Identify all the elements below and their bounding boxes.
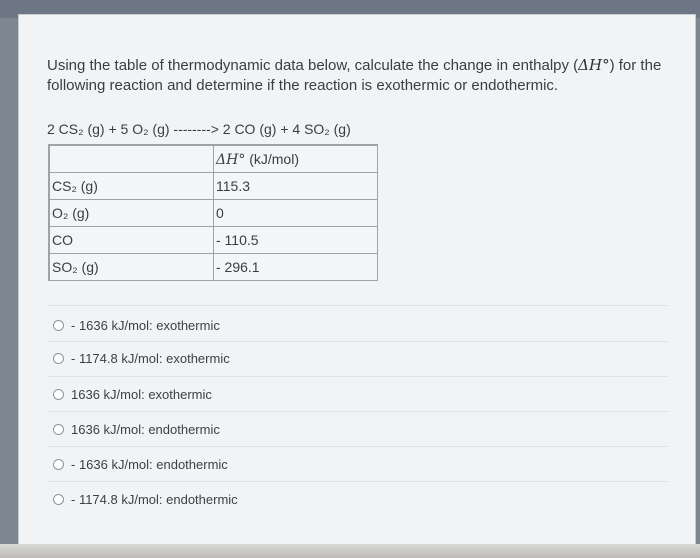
option-divider [48, 481, 668, 482]
table-row [50, 254, 378, 281]
option-label: 1636 kJ/mol: exothermic [71, 386, 212, 402]
table-cell-label: O₂ (g) [50, 200, 214, 227]
option-label: - 1174.8 kJ/mol: exothermic [71, 350, 230, 366]
table-header-unit: (kJ/mol) [249, 150, 299, 167]
radio-button[interactable] [53, 494, 64, 505]
question-text-after: ) for the following reaction and determine if the reaction is exothermic or endothermic. [47, 57, 662, 94]
radio-button[interactable] [53, 320, 64, 331]
option-label: 1636 kJ/mol: endothermic [71, 421, 220, 437]
table-row [50, 173, 378, 200]
question-text [47, 55, 667, 96]
option-4[interactable] [53, 419, 220, 439]
delta-h-symbol: ΔH° [578, 56, 610, 74]
table-cell-label: CO [50, 227, 214, 254]
table-cell-value: 0 [214, 200, 378, 227]
table-cell-label: CS₂ (g) [50, 173, 214, 200]
table-cell-label: SO₂ (g) [50, 254, 214, 281]
reaction-equation: 2 CS₂ (g) + 5 O₂ (g) --------> 2 CO (g) + 4 SO₂ (g) [47, 121, 351, 137]
thermo-data-table [49, 145, 378, 281]
table-header-symbol: ΔH° [216, 151, 246, 168]
radio-button[interactable] [53, 389, 64, 400]
option-label: - 1174.8 kJ/mol: endothermic [71, 491, 238, 507]
option-6[interactable] [53, 489, 238, 509]
table-cell-value: 115.3 [214, 173, 378, 200]
option-divider [48, 305, 668, 306]
option-divider [48, 341, 668, 342]
option-3[interactable] [53, 384, 212, 404]
table-row [50, 227, 378, 254]
option-divider [48, 446, 668, 447]
table-cell-value: - 296.1 [214, 254, 378, 281]
table-header-empty [50, 146, 214, 173]
table-header-row [50, 146, 378, 173]
radio-button[interactable] [53, 353, 64, 364]
table-cell-value: - 110.5 [214, 227, 378, 254]
option-5[interactable] [53, 454, 228, 474]
photo-bottom-edge [0, 544, 700, 558]
question-text-before: Using the table of thermodynamic data below, calculate the change in enthalpy ( [47, 57, 579, 74]
option-divider [48, 411, 668, 412]
option-2[interactable] [53, 348, 230, 368]
table-header-delta-h [214, 146, 378, 173]
thermo-table [48, 144, 378, 281]
option-divider [48, 376, 668, 377]
question-card [18, 14, 696, 558]
option-label: - 1636 kJ/mol: endothermic [71, 456, 228, 472]
radio-button[interactable] [53, 424, 64, 435]
option-1[interactable] [53, 315, 220, 335]
option-label: - 1636 kJ/mol: exothermic [71, 317, 220, 333]
radio-button[interactable] [53, 459, 64, 470]
table-row [50, 200, 378, 227]
